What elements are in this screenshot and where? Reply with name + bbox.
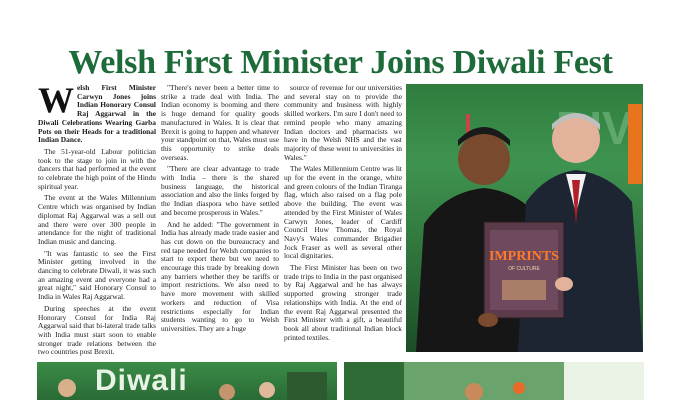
right-hand <box>555 277 573 291</box>
article-column-2 <box>161 84 279 356</box>
paragraph: "There are clear advantage to trade with India – there is the shared business language, the historical association and also the links forged by the Indian diaspora who have settled and become prosperous in Wales." <box>161 164 279 217</box>
drop-cap: W <box>38 84 74 120</box>
paragraph: The Wales Millennium Centre was lit up for the event in the orange, white and green colours of the Indian Tiranga flag, which also raised on a flag pole above the building. The event was attended by the First Minister of Wales Carwyn Jones, leader of Cardiff Council Huw Thomas, the Royal Navy's Wales commander Brigadier Jock Fraser as well as several other local dignitaries. <box>284 164 402 261</box>
paragraph: "It was fantastic to see the First Minister getting involved in the dancing to celebrate Diwali, it was such an amazing event and everyone had a great night," said Honorary Consul to India in Wales Raj Aggarwal. <box>38 248 156 302</box>
main-photo <box>406 84 643 352</box>
diwali-banner-text: Diwali <box>95 364 188 397</box>
paragraph: The First Minister has been on two trade trips to India in the past organised by Raj Aggarwal and he has always supported growing stronger trade relationships with India. At the end of the event Raj Aggarwal presented the First Minister with a gift, a beautiful book all about traditional Indian block printed textiles. <box>284 263 402 342</box>
paragraph: source of revenue for our universities and several stay on to provide the community and business with highly skilled workers. I'm sure I don't need to remind people who many amazing Indian doctors and pharmacists we have in the Welsh NHS and the vast majority of these went to universities in Wales." <box>284 84 402 162</box>
left-hand <box>478 313 498 327</box>
book-subtitle: OF CULTURE <box>508 266 540 272</box>
bottom-left-illustration <box>37 362 337 400</box>
paragraph: And he added: "The government in India has already made trade easier and has cut down on the bureaucracy and red tape needed for Welsh companies to start to export there but we need to encourage this trade by breaking down any barriers whether they be tariffs or import restrictions. We also need to have more movement with skilled workers and reduction of Visa restrictions especially for Indian students wanting to go to Welsh universities. They are a huge <box>161 219 279 333</box>
lead-paragraph <box>38 84 156 145</box>
bottom-right-illustration <box>344 362 644 400</box>
left-man-head <box>458 133 510 185</box>
paragraph: The event at the Wales Millennium Centre which was organised by Indian diplomat Raj Aggarwal was a sell out and there were over 300 people in attendance for the night of traditional Indian music and dancing. <box>38 193 156 246</box>
lead-text: elsh First Minister Carwyn Jones joins Indian Honorary Consul Raj Aggarwal in the Diwali Celebrations Wearing Garba Pots on their Heads for a traditional Indian Dance. <box>38 84 156 145</box>
flag-orange <box>628 104 642 184</box>
bottom-photo-right <box>344 362 644 400</box>
paragraph: During speeches at the event Honorary Consul for India Raj Aggarwal said that bi-lateral trade talks with India must start soon to enable stronger trade relations between the two countries post Brexit. <box>38 303 156 356</box>
photo-illustration <box>406 84 643 352</box>
article-column-3 <box>284 84 402 356</box>
paragraph: The 51-year-old Labour politician took to the stage to join in with the dancers that had performed at the event to celebrate the high point of the Hindu spiritual year. <box>38 146 156 191</box>
article-column-1 <box>38 84 156 356</box>
bottom-photo-left <box>37 362 337 400</box>
headline: Welsh First Minister Joins Diwali Fest <box>68 44 613 81</box>
book-title: IMPRINTS <box>488 249 560 264</box>
paragraph: "There's never been a better time to strike a trade deal with India. The Indian economy is booming and there is huge demand for quality goods manufactured in Wales. It is clear that Brexit is going to happen and whatever your standpoint on that, Wales must use this opportunity to strike deals overseas. <box>161 84 279 162</box>
book <box>484 222 564 318</box>
